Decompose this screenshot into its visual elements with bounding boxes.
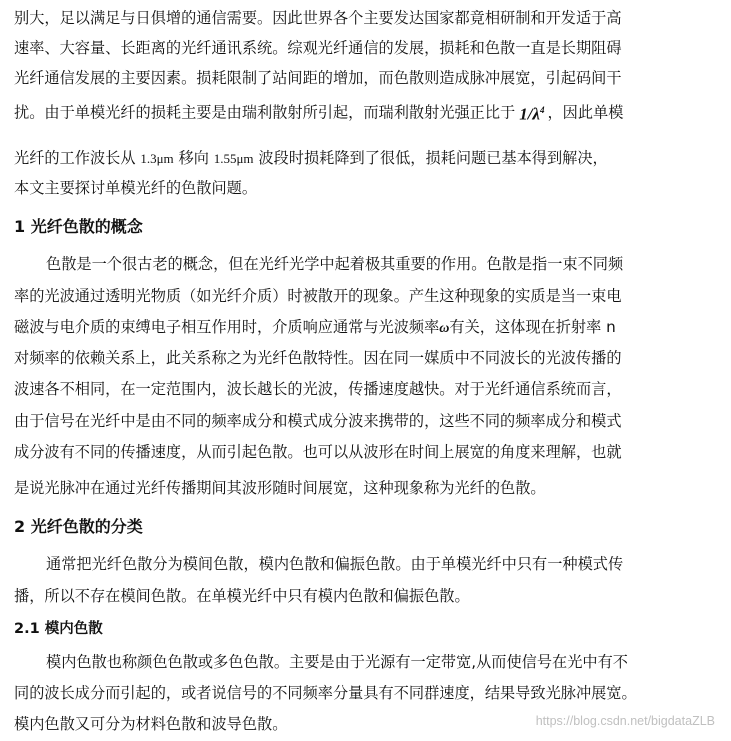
intro-line-1: 别大，足以满足与日俱增的通信需要。因此世界各个主要发达国家都竟相研制和开发适于高 (14, 9, 622, 27)
intro-line-3: 光纤通信发展的主要因素。损耗限制了站间距的增加，而色散则造成脉冲展宽，引起码间干 (14, 69, 622, 87)
section-2-line-2: 播，所以不存在模间色散。在单模光纤中只有模内色散和偏振色散。 (14, 587, 470, 605)
omega-symbol: ω (439, 321, 450, 336)
section-2-1-heading: 2.1 模内色散 (14, 621, 103, 637)
section-1-line-3-a: 磁波与电介质的束缚电子相互作用时，介质响应通常与光波频率 (14, 318, 440, 336)
source-watermark: https://blog.csdn.net/bigdataZLB (535, 714, 715, 728)
section-1-line-3 (14, 313, 714, 341)
formula-exponent: 4 (539, 105, 545, 115)
formula-numerator: 1 (519, 104, 528, 124)
section-1-line-7: 成分波有不同的传播速度，从而引起色散。也可以从波形在时间上展宽的角度来理解，也就 (14, 443, 622, 461)
intro-line-5-b: 移向 (178, 149, 209, 167)
intro-line-4-text: 扰。由于单模光纤的损耗主要是由瑞利散射所引起，而瑞利散射光强正比于 (14, 103, 516, 122)
intro-line-6: 本文主要探讨单模光纤的色散问题。 (14, 179, 257, 197)
intro-line-4-tail: ，因此单模 (547, 103, 624, 122)
section-1-line-1: 色散是一个很古老的概念，但在光纤光学中起着极其重要的作用。色散是指一束不同频 (46, 255, 624, 273)
intro-line-5 (14, 144, 714, 172)
section-1-line-2: 率的光波通过透明光物质（如光纤介质）时被散开的现象。产生这种现象的实质是当一束电 (14, 287, 622, 305)
section-2-1-line-2: 同的波长成分而引起的，或者说信号的不同频率分量具有不同群速度，结果导致光脉冲展宽。 (14, 684, 637, 702)
section-1-heading: 1 光纤色散的概念 (14, 217, 143, 236)
wavelength-1: 1.3μm (140, 151, 174, 166)
section-2-1-line-3: 模内色散又可分为材料色散和波导色散。 (14, 715, 288, 733)
section-2-line-1: 通常把光纤色散分为模间色散，模内色散和偏振色散。由于单模光纤中只有一种模式传 (46, 555, 624, 573)
section-2-heading: 2 光纤色散的分类 (14, 517, 143, 536)
section-1-line-6: 由于信号在光纤中是由不同的频率成分和模式成分波来携带的，这些不同的频率成分和模式 (14, 412, 622, 430)
formula-lambda: λ (532, 104, 540, 124)
section-1-line-8: 是说光脉冲在通过光纤传播期间其波形随时间展宽，这种现象称为光纤的色散。 (14, 479, 546, 497)
rayleigh-formula: $1/\lambda^4$ (519, 104, 545, 124)
wavelength-2: 1.55μm (213, 151, 254, 166)
section-1-line-4: 对频率的依赖关系上，此关系称之为光纤色散特性。因在同一媒质中不同波长的光波传播的 (14, 349, 622, 367)
intro-line-5-a: 光纤的工作波长从 (14, 149, 136, 167)
section-1-line-3-b: 有关，这体现在折射率 n (449, 318, 616, 336)
section-1-line-5: 波速各不相同，在一定范围内，波长越长的光波，传播速度越快。对于光纤通信系统而言， (14, 380, 622, 398)
intro-line-2: 速率、大容量、长距离的光纤通讯系统。综观光纤通信的发展，损耗和色散一直是长期阻碍 (14, 39, 622, 57)
intro-line-4 (14, 96, 714, 124)
intro-line-5-c: 波段时损耗降到了很低，损耗问题已基本得到解决， (258, 149, 608, 167)
section-2-1-line-1: 模内色散也称颜色色散或多色色散。主要是由于光源有一定带宽,从而使信号在光中有不 (46, 653, 628, 671)
